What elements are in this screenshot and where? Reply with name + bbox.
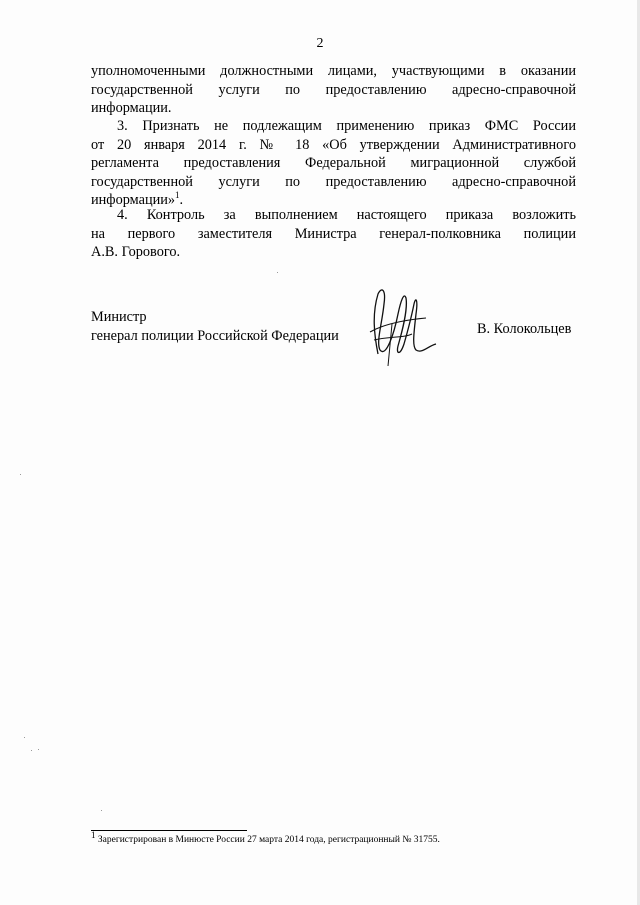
text-fragment: информации» xyxy=(91,192,176,209)
text-line: государственной услуги по предоставлению адресно-справочной xyxy=(91,173,576,190)
scan-speck xyxy=(277,272,278,273)
text-line: на первого заместителя Министра генерал-полковника полиции xyxy=(91,225,576,242)
text-line: 4. Контроль за выполнением настоящего приказа возложить xyxy=(117,207,576,223)
text-line: от 20 января 2014 г. № 18 «Об утверждении Административного xyxy=(91,136,576,153)
signatory-title xyxy=(91,308,339,346)
signatory-name: В. Колокольцев xyxy=(477,321,572,337)
paragraph-3 xyxy=(91,117,576,210)
scan-speck xyxy=(24,737,25,738)
text-line: А.В. Горового. xyxy=(91,244,181,261)
scan-speck xyxy=(38,749,39,750)
scan-speck xyxy=(20,474,21,475)
footnote-separator xyxy=(91,830,247,831)
scan-speck xyxy=(31,750,32,751)
footnote-mark: 1 xyxy=(91,830,96,840)
footnote xyxy=(91,830,440,846)
page-number: 2 xyxy=(316,36,324,51)
handwritten-signature xyxy=(364,284,440,368)
scan-speck xyxy=(101,810,102,811)
footnote-reference[interactable]: 1 xyxy=(175,190,180,201)
text-line: уполномоченными должностными лицами, участвующими в оказании xyxy=(91,63,576,79)
text-line: регламента предоставления Федеральной миграционной службой xyxy=(91,155,576,172)
paragraph-4 xyxy=(91,206,576,262)
text-line: информации. xyxy=(91,100,172,117)
text-line: 3. Признать не подлежащим применению приказ ФМС России xyxy=(117,118,576,134)
signatory-title-line: Министр xyxy=(91,309,147,325)
text-line: государственной услуги по предоставлению адресно-справочной xyxy=(91,81,576,98)
footnote-text: Зарегистрирован в Минюсте России 27 марта 2014 года, регистрационный № 31755. xyxy=(97,835,440,846)
signatory-title-line: генерал полиции Российской Федерации xyxy=(91,328,339,344)
paragraph-continuation xyxy=(91,62,576,118)
text-fragment: . xyxy=(179,192,184,209)
